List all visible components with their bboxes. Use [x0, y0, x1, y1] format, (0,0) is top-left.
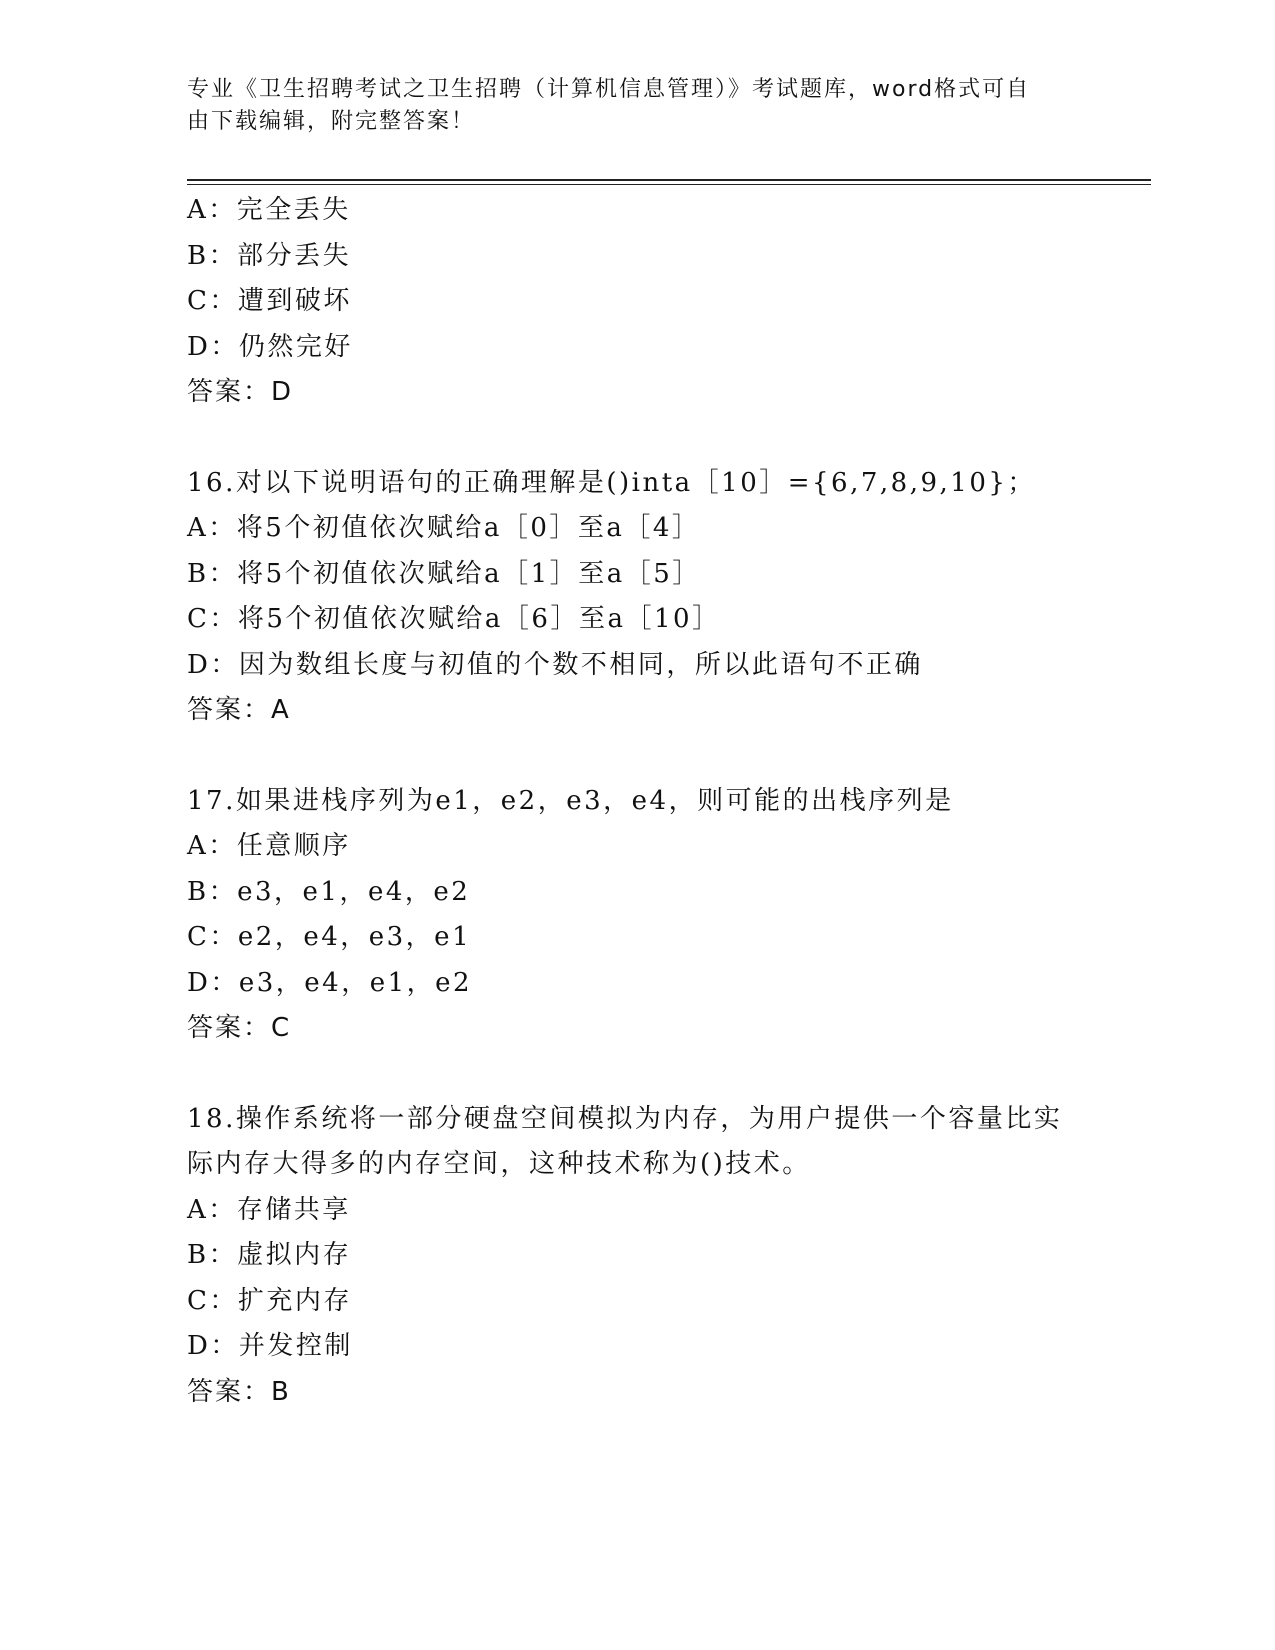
- question-text-line-1: 18.操作系统将一部分硬盘空间模拟为内存，为用户提供一个容量比实: [187, 1103, 1063, 1134]
- question-text-line-2: 际内存大得多的内存空间，这种技术称为()技术。: [187, 1149, 811, 1179]
- option-a: A：任意顺序: [187, 831, 351, 861]
- answer-line: 答案：A: [187, 695, 291, 725]
- header-line-2: 由下载编辑，附完整答案！: [187, 109, 476, 134]
- answer-line: 答案：C: [187, 1013, 292, 1043]
- question-block-15: [187, 188, 1087, 416]
- question-block-17: [187, 779, 1087, 1052]
- question-block-18: [187, 1097, 1087, 1416]
- option-b: B：部分丢失: [187, 240, 352, 271]
- option-d: D：因为数组长度与初值的个数不相同，所以此语句不正确: [187, 649, 923, 680]
- option-b: B：将5个初值依次赋给a［1］至a［5］: [187, 558, 701, 589]
- option-b: B：e3，e1，e4，e2: [187, 876, 471, 907]
- header-divider-thin: [187, 184, 1151, 185]
- option-c: C：e2，e4，e3，e1: [187, 922, 472, 952]
- option-c: C：遭到破坏: [187, 286, 352, 316]
- question-text: 16.对以下说明语句的正确理解是()inta［10］={6,7,8,9,10}；: [187, 467, 1036, 498]
- header-line-1: 专业《卫生招聘考试之卫生招聘（计算机信息管理）》考试题库，word格式可自: [187, 77, 1031, 102]
- option-a: A：存储共享: [187, 1194, 351, 1225]
- answer-line: 答案：B: [187, 1376, 291, 1407]
- option-a: A：完全丢失: [187, 195, 351, 225]
- question-text: 17.如果进栈序列为e1，e2，e3，e4，则可能的出栈序列是: [187, 785, 954, 816]
- question-list: [187, 188, 1087, 1415]
- option-d: D：并发控制: [187, 1331, 353, 1361]
- option-c: C：将5个初值依次赋给a［6］至a［10］: [187, 604, 721, 634]
- option-b: B：虚拟内存: [187, 1240, 352, 1270]
- question-block-16: [187, 461, 1087, 734]
- option-c: C：扩充内存: [187, 1285, 352, 1316]
- answer-line: 答案：D: [187, 377, 294, 407]
- option-a: A：将5个初值依次赋给a［0］至a［4］: [187, 513, 701, 543]
- document-header: [187, 74, 1067, 138]
- option-d: D：e3，e4，e1，e2: [187, 967, 473, 998]
- header-divider-thick: [187, 179, 1151, 181]
- option-d: D：仍然完好: [187, 331, 353, 362]
